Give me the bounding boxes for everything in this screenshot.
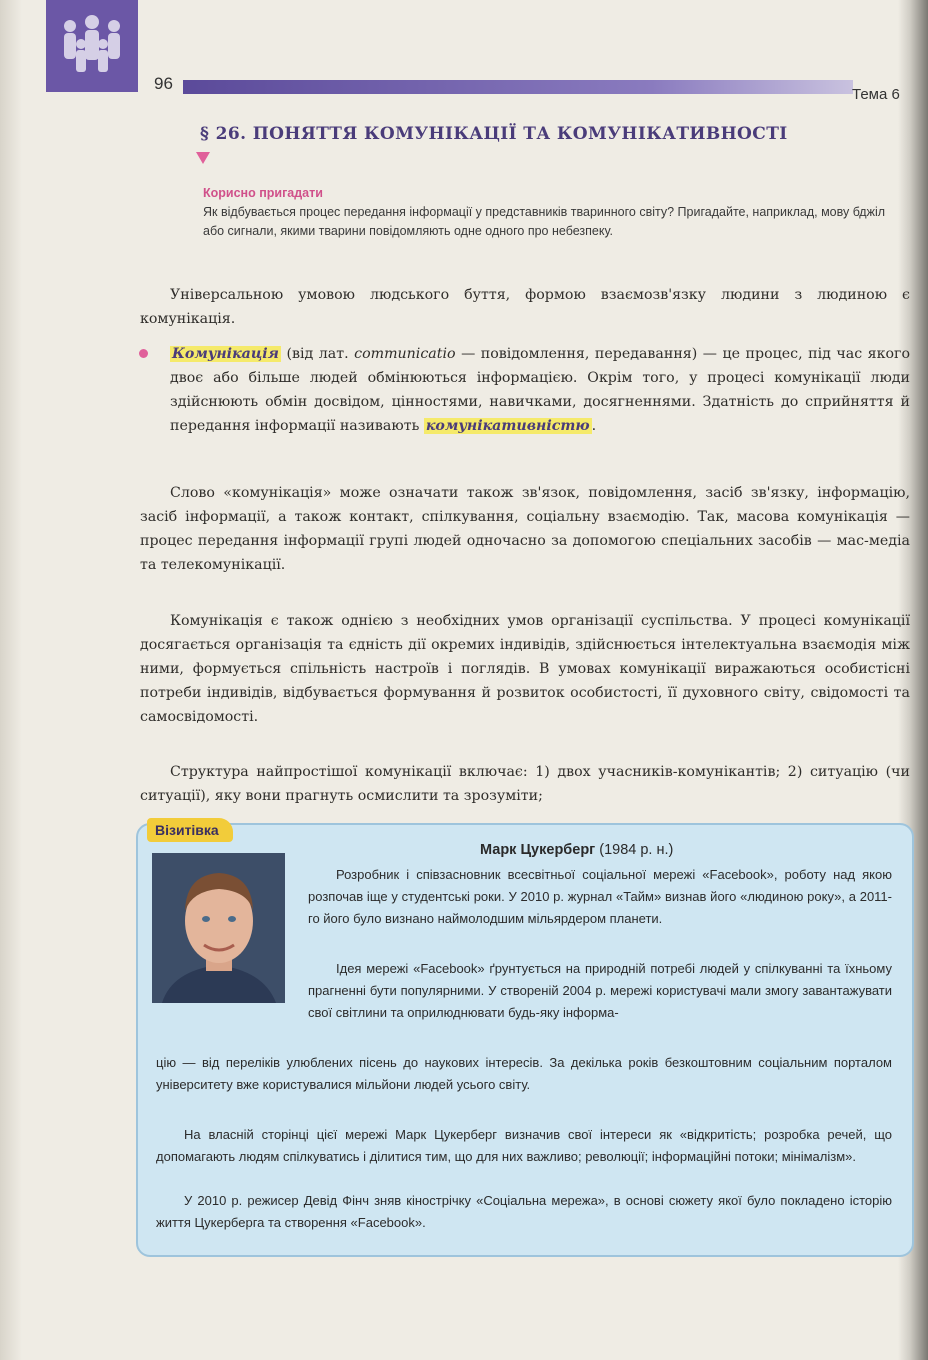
definition-term: Комунікація: [172, 346, 279, 362]
paragraph-intro: [140, 283, 910, 331]
recall-title: Корисно пригадати: [203, 186, 323, 200]
people-group-icon: [56, 14, 128, 80]
definition-paragraph: [170, 342, 910, 438]
card-para-1: Розробник і співзасновник всесвітньої соціальної мережі «Facebook», роботу над якою розпочав іще у студентські роки. У 2010 р. журнал «Тайм» визнав його «людиною року», а 2011-го його було визнано наймолодшим мільярдером планети.: [308, 867, 892, 926]
paragraph-society: [140, 609, 910, 729]
card-para-2b: цію — від переліків улюблених пісень до наукових інтересів. За декілька років безкоштовним соціальним порталом університету вже користувалися мільйони людей усього світу.: [156, 1055, 892, 1092]
paragraph-intro-text: Універсальною умовою людського буття, формою взаємозв'язку людини з людиною є комунікація.: [140, 287, 910, 327]
definition-bullet-icon: [139, 349, 148, 358]
definition-latin: communicatio: [354, 346, 456, 362]
paragraph-word-meaning: [140, 481, 910, 577]
business-card-tab: Візитівка: [147, 818, 233, 842]
paragraph-word-meaning-text: Слово «комунікація» може означати також зв'язок, повідомлення, засіб зв'язку, інформацію, засіб інформації, а також контакт, спілкування, соціальну взаємодію. Так, масова комунікація — процес передання інформації групі людей одночасно за допомогою спеціальних засобів — мас-медіа та телекомунікації.: [140, 485, 910, 573]
portrait-image: [152, 853, 285, 1003]
person-name-text: Марк Цукерберг: [480, 842, 596, 858]
person-years: (1984 р. н.): [599, 842, 674, 858]
paragraph-structure: [140, 760, 910, 808]
page-number: 96: [154, 74, 173, 93]
paragraph-structure-text: Структура найпростішої комунікації включає: 1) двох учасників-комунікантів; 2) ситуацію (чи ситуації), яку вони прагнуть осмислити та зрозуміти;: [140, 764, 910, 804]
portrait-photo: [152, 853, 285, 1003]
definition-term-2: комунікативністю: [425, 418, 590, 434]
definition-text-1: (від лат.: [280, 346, 355, 362]
person-name: [480, 842, 673, 858]
card-para-2a: Ідея мережі «Facebook» ґрунтується на природній потребі людей у спілкуванні та їхньому прагненні бути популярними. У створеній 2004 р. мережі користувачі мали змогу завантажувати свої світлини та оприлюднювати будь-яку інформа-: [308, 961, 892, 1020]
page-edge-left: [0, 0, 22, 1360]
definition-end: .: [591, 418, 597, 434]
card-para-3: На власній сторінці цієї мережі Марк Цукерберг визначив свої інтереси як «відкритість; розробка речей, що допомагають людям спілкуватись і ділитися тим, що для них важливо; революції; інформаційні потоки; мінімалізм».: [156, 1127, 892, 1164]
topic-label: Тема 6: [852, 86, 900, 103]
chapter-logo: [46, 0, 138, 92]
definition-text-2: — повідомлення, передавання) — це процес, під час якого двоє або більше людей обмінюються інформацією. Окрім того, у процесі комунікації люди здійснюють обмін досвідом, цінностями, навичками, досягненнями. Здатність до сприйняття й передання інформації називають: [170, 346, 910, 434]
section-title: § 26. ПОНЯТТЯ КОМУНІКАЦІЇ ТА КОМУНІКАТИВНОСТІ: [200, 124, 788, 144]
triangle-marker-icon: [196, 152, 210, 164]
recall-text: Як відбувається процес передання інформації у представників тваринного світу? Пригадайте, наприклад, мову бджіл або сигнали, якими тварини повідомляють одне одного про небезпеку.: [203, 205, 886, 238]
paragraph-society-text: Комунікація є також однією з необхідних умов організації суспільства. У процесі комунікації досягається організація та єдність дії окремих індивідів, здійснюється інтелектуальна взаємодія між ними, формується спільність настроїв і поглядів. В умовах комунікації виражаються особистісні потреби індивідів, відбувається формування й розвиток особистості, її духовного світу, свідомості та самосвідомості.: [140, 613, 910, 725]
header-bar: [183, 80, 853, 94]
card-para-4: У 2010 р. режисер Девід Фінч зняв кінострічку «Соціальна мережа», в основі сюжету якої було покладено історію життя Цукерберга та створення «Facebook».: [156, 1193, 892, 1230]
recall-box: [203, 184, 909, 241]
